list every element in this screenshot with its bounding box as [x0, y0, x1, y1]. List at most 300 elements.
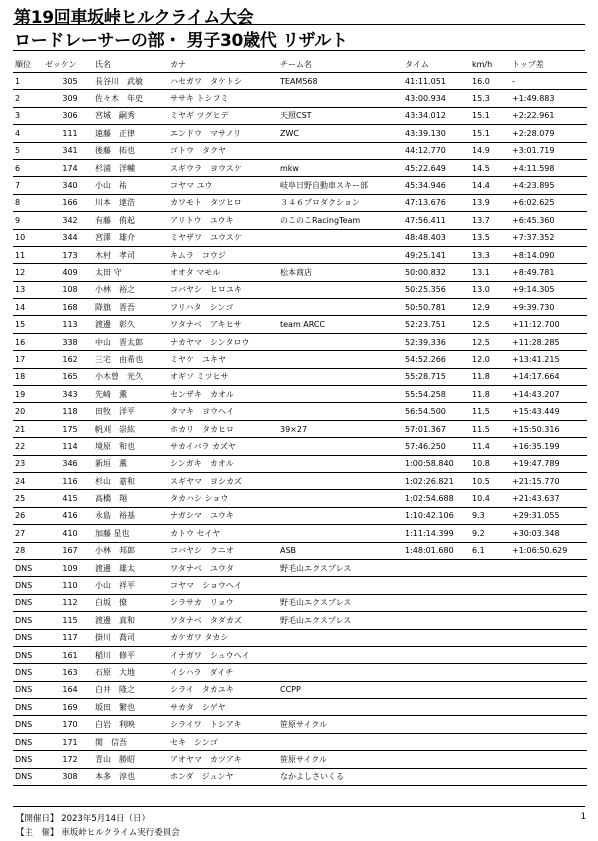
- team-cell: [280, 246, 405, 263]
- gap-cell: +21:15.770: [512, 472, 587, 489]
- team-cell: team ARCC: [280, 316, 405, 333]
- team-cell: [280, 733, 405, 750]
- rank-cell: 8: [13, 194, 45, 211]
- results-body: [13, 73, 587, 786]
- bib-cell: 344: [45, 229, 95, 246]
- speed-cell: 15.1: [472, 107, 512, 124]
- table-row: [13, 177, 587, 194]
- time-cell: [405, 699, 472, 716]
- name-cell: 渡邊 真和: [95, 612, 170, 629]
- team-cell: のこのこRacingTeam: [280, 212, 405, 229]
- rank-cell: 19: [13, 386, 45, 403]
- table-row: [13, 159, 587, 176]
- kana-cell: ワタナベ タダカズ: [170, 612, 280, 629]
- speed-cell: 13.3: [472, 246, 512, 263]
- speed-cell: 9.3: [472, 507, 512, 524]
- time-cell: 44:12.770: [405, 142, 472, 159]
- kana-cell: イナガワ シュウヘイ: [170, 646, 280, 663]
- gap-cell: [512, 646, 587, 663]
- name-cell: 小山 祐: [95, 177, 170, 194]
- team-cell: [280, 490, 405, 507]
- speed-cell: 13.5: [472, 229, 512, 246]
- speed-cell: 10.4: [472, 490, 512, 507]
- name-cell: 長谷川 武敏: [95, 73, 170, 90]
- time-cell: 41:11.051: [405, 73, 472, 90]
- table-row: [13, 542, 587, 559]
- time-cell: 1:11:14.399: [405, 525, 472, 542]
- bib-cell: 167: [45, 542, 95, 559]
- name-cell: 木村 孝司: [95, 246, 170, 263]
- name-cell: 田牧 洋平: [95, 403, 170, 420]
- bib-cell: 111: [45, 125, 95, 142]
- kana-cell: カケガワ タカシ: [170, 629, 280, 646]
- team-cell: ASB: [280, 542, 405, 559]
- bib-cell: 163: [45, 664, 95, 681]
- team-cell: 天照CST: [280, 107, 405, 124]
- bib-cell: 171: [45, 733, 95, 750]
- time-cell: [405, 629, 472, 646]
- table-row: [13, 299, 587, 316]
- table-row: [13, 246, 587, 263]
- bib-cell: 161: [45, 646, 95, 663]
- gap-cell: +6:45.360: [512, 212, 587, 229]
- team-cell: mkw: [280, 159, 405, 176]
- rank-cell: 23: [13, 455, 45, 472]
- time-cell: 45:34.946: [405, 177, 472, 194]
- speed-cell: 15.3: [472, 90, 512, 107]
- time-cell: [405, 594, 472, 611]
- rank-cell: 16: [13, 333, 45, 350]
- team-cell: [280, 229, 405, 246]
- team-cell: ZWC: [280, 125, 405, 142]
- time-cell: 50:00.832: [405, 264, 472, 281]
- header-rank: 順位: [13, 57, 45, 73]
- speed-cell: 6.1: [472, 542, 512, 559]
- table-row: [13, 194, 587, 211]
- name-cell: 川本 達浩: [95, 194, 170, 211]
- rank-cell: 25: [13, 490, 45, 507]
- speed-cell: [472, 629, 512, 646]
- table-row: [13, 612, 587, 629]
- name-cell: 小木曽 光久: [95, 368, 170, 385]
- subtitle-underline: [13, 50, 585, 51]
- kana-cell: タカハシ ショウ: [170, 490, 280, 507]
- kana-cell: エンドウ マサノリ: [170, 125, 280, 142]
- kana-cell: コヤマ ショウヘイ: [170, 577, 280, 594]
- kana-cell: ミヤザワ ユウスケ: [170, 229, 280, 246]
- table-row: [13, 90, 587, 107]
- team-cell: TEAM568: [280, 73, 405, 90]
- table-row: [13, 472, 587, 489]
- team-cell: 岐阜日野自動車スキー部: [280, 177, 405, 194]
- speed-cell: 16.0: [472, 73, 512, 90]
- time-cell: 50:50.781: [405, 299, 472, 316]
- name-cell: 渡邊 雄太: [95, 559, 170, 576]
- time-cell: 54:52.266: [405, 351, 472, 368]
- kana-cell: カワモト タツヒロ: [170, 194, 280, 211]
- page-title: 第19回車坂峠ヒルクライム大会: [14, 8, 254, 28]
- speed-cell: 13.9: [472, 194, 512, 211]
- bib-cell: 168: [45, 299, 95, 316]
- name-cell: 坂田 繁也: [95, 699, 170, 716]
- gap-cell: +1:06:50.629: [512, 542, 587, 559]
- kana-cell: シンガキ カオル: [170, 455, 280, 472]
- team-cell: 笹原サイクル: [280, 751, 405, 768]
- time-cell: 45:22.649: [405, 159, 472, 176]
- gap-cell: [512, 559, 587, 576]
- rank-cell: 10: [13, 229, 45, 246]
- bib-cell: 338: [45, 333, 95, 350]
- rank-cell: DNS: [13, 577, 45, 594]
- time-cell: 52:39.336: [405, 333, 472, 350]
- speed-cell: 10.8: [472, 455, 512, 472]
- bib-cell: 165: [45, 368, 95, 385]
- name-cell: 降旗 晋吾: [95, 299, 170, 316]
- time-cell: [405, 733, 472, 750]
- name-cell: 杉浦 洋輔: [95, 159, 170, 176]
- rank-cell: DNS: [13, 612, 45, 629]
- gap-cell: +11:28.285: [512, 333, 587, 350]
- name-cell: 太田 守: [95, 264, 170, 281]
- name-cell: 白坂 僚: [95, 594, 170, 611]
- kana-cell: ホカリ タカヒロ: [170, 420, 280, 437]
- table-row: [13, 438, 587, 455]
- table-row: [13, 768, 587, 785]
- kana-cell: コバヤシ クニオ: [170, 542, 280, 559]
- time-cell: 43:00.934: [405, 90, 472, 107]
- table-row: [13, 351, 587, 368]
- gap-cell: +4:23.895: [512, 177, 587, 194]
- speed-cell: [472, 716, 512, 733]
- team-cell: [280, 525, 405, 542]
- rank-cell: DNS: [13, 559, 45, 576]
- bib-cell: 306: [45, 107, 95, 124]
- table-row: [13, 229, 587, 246]
- gap-cell: [512, 577, 587, 594]
- time-cell: [405, 612, 472, 629]
- bib-cell: 342: [45, 212, 95, 229]
- rank-cell: DNS: [13, 699, 45, 716]
- time-cell: 49:25.141: [405, 246, 472, 263]
- kana-cell: ワタナベ アキヒサ: [170, 316, 280, 333]
- kana-cell: フリハタ シンゴ: [170, 299, 280, 316]
- kana-cell: シライ タカユキ: [170, 681, 280, 698]
- time-cell: [405, 664, 472, 681]
- bib-cell: 115: [45, 612, 95, 629]
- gap-cell: +3:01.719: [512, 142, 587, 159]
- header-time: タイム: [405, 57, 472, 73]
- time-cell: 55:28.715: [405, 368, 472, 385]
- bib-cell: 170: [45, 716, 95, 733]
- gap-cell: [512, 768, 587, 785]
- table-row: [13, 403, 587, 420]
- name-cell: 有藤 侑起: [95, 212, 170, 229]
- team-cell: [280, 646, 405, 663]
- name-cell: 永島 裕基: [95, 507, 170, 524]
- rank-cell: 21: [13, 420, 45, 437]
- bib-cell: 114: [45, 438, 95, 455]
- kana-cell: センザキ カオル: [170, 386, 280, 403]
- rank-cell: 22: [13, 438, 45, 455]
- table-row: [13, 716, 587, 733]
- speed-cell: [472, 681, 512, 698]
- team-cell: ３４６プロダクション: [280, 194, 405, 211]
- kana-cell: サカタ シゲヤ: [170, 699, 280, 716]
- speed-cell: 9.2: [472, 525, 512, 542]
- rank-cell: 28: [13, 542, 45, 559]
- table-header-row: [13, 57, 587, 73]
- time-cell: 55:54.258: [405, 386, 472, 403]
- team-cell: [280, 299, 405, 316]
- kana-cell: イシハラ ダイチ: [170, 664, 280, 681]
- bib-cell: 346: [45, 455, 95, 472]
- footer-divider: [13, 806, 585, 807]
- kana-cell: ゴトウ タクヤ: [170, 142, 280, 159]
- kana-cell: シライワ トシアキ: [170, 716, 280, 733]
- header-bib: ゼッケン: [45, 57, 95, 73]
- results-table: [13, 57, 587, 786]
- kana-cell: ミヤケ ユキヤ: [170, 351, 280, 368]
- team-cell: 笹原サイクル: [280, 716, 405, 733]
- name-cell: 小山 祥平: [95, 577, 170, 594]
- time-cell: 47:56.411: [405, 212, 472, 229]
- page-number: 1: [580, 812, 586, 822]
- gap-cell: +30:03.348: [512, 525, 587, 542]
- table-row: [13, 333, 587, 350]
- bib-cell: 308: [45, 768, 95, 785]
- name-cell: 白岩 利映: [95, 716, 170, 733]
- bib-cell: 166: [45, 194, 95, 211]
- gap-cell: +9:39.730: [512, 299, 587, 316]
- kana-cell: オオタ マモル: [170, 264, 280, 281]
- title-underline: [13, 24, 585, 25]
- speed-cell: [472, 699, 512, 716]
- team-cell: [280, 368, 405, 385]
- table-row: [13, 646, 587, 663]
- header-gap: トップ差: [512, 57, 587, 73]
- rank-cell: 2: [13, 90, 45, 107]
- table-row: [13, 594, 587, 611]
- name-cell: 石原 大地: [95, 664, 170, 681]
- header-team: チーム名: [280, 57, 405, 73]
- kana-cell: セキ シンゴ: [170, 733, 280, 750]
- speed-cell: 14.5: [472, 159, 512, 176]
- name-cell: 加藤 星也: [95, 525, 170, 542]
- bib-cell: 169: [45, 699, 95, 716]
- name-cell: 遠藤 正律: [95, 125, 170, 142]
- bib-cell: 343: [45, 386, 95, 403]
- speed-cell: 11.5: [472, 420, 512, 437]
- name-cell: 境原 和也: [95, 438, 170, 455]
- table-row: [13, 212, 587, 229]
- team-cell: [280, 438, 405, 455]
- team-cell: [280, 90, 405, 107]
- bib-cell: 109: [45, 559, 95, 576]
- gap-cell: [512, 681, 587, 698]
- bib-cell: 173: [45, 246, 95, 263]
- table-row: [13, 386, 587, 403]
- kana-cell: ササキ トシフミ: [170, 90, 280, 107]
- speed-cell: 11.4: [472, 438, 512, 455]
- kana-cell: スギヤマ ヨシカズ: [170, 472, 280, 489]
- time-cell: [405, 751, 472, 768]
- time-cell: 57:01.367: [405, 420, 472, 437]
- table-row: [13, 142, 587, 159]
- table-row: [13, 559, 587, 576]
- gap-cell: +21:43.637: [512, 490, 587, 507]
- time-cell: [405, 646, 472, 663]
- speed-cell: 11.8: [472, 386, 512, 403]
- time-cell: 52:23.751: [405, 316, 472, 333]
- bib-cell: 410: [45, 525, 95, 542]
- table-row: [13, 368, 587, 385]
- rank-cell: 13: [13, 281, 45, 298]
- team-cell: [280, 507, 405, 524]
- kana-cell: コヤマ ユウ: [170, 177, 280, 194]
- team-cell: [280, 455, 405, 472]
- table-row: [13, 629, 587, 646]
- time-cell: [405, 681, 472, 698]
- time-cell: 1:02:54.688: [405, 490, 472, 507]
- organizer: 【主 催】 車坂峠ヒルクライム実行委員会: [16, 828, 180, 838]
- gap-cell: -: [512, 73, 587, 90]
- time-cell: 56:54.500: [405, 403, 472, 420]
- name-cell: 掛川 喬司: [95, 629, 170, 646]
- speed-cell: 11.8: [472, 368, 512, 385]
- speed-cell: 13.1: [472, 264, 512, 281]
- gap-cell: [512, 664, 587, 681]
- kana-cell: ミヤギ ツグヒデ: [170, 107, 280, 124]
- bib-cell: 108: [45, 281, 95, 298]
- table-row: [13, 733, 587, 750]
- team-cell: [280, 577, 405, 594]
- name-cell: 稲川 修平: [95, 646, 170, 663]
- speed-cell: [472, 751, 512, 768]
- kana-cell: ワタナベ ユウタ: [170, 559, 280, 576]
- rank-cell: DNS: [13, 629, 45, 646]
- speed-cell: 13.0: [472, 281, 512, 298]
- time-cell: 43:39.130: [405, 125, 472, 142]
- gap-cell: +14:43.207: [512, 386, 587, 403]
- name-cell: 高橋 翔: [95, 490, 170, 507]
- gap-cell: +4:11.598: [512, 159, 587, 176]
- speed-cell: 12.9: [472, 299, 512, 316]
- bib-cell: 175: [45, 420, 95, 437]
- time-cell: 50:25.356: [405, 281, 472, 298]
- time-cell: 1:10:42.106: [405, 507, 472, 524]
- table-row: [13, 420, 587, 437]
- name-cell: 帆刈 崇紘: [95, 420, 170, 437]
- rank-cell: 26: [13, 507, 45, 524]
- kana-cell: アリトウ ユウキ: [170, 212, 280, 229]
- kana-cell: スギウラ ヨウスケ: [170, 159, 280, 176]
- gap-cell: +7:37.352: [512, 229, 587, 246]
- kana-cell: コバヤシ ヒロユキ: [170, 281, 280, 298]
- time-cell: 1:48:01.680: [405, 542, 472, 559]
- table-row: [13, 699, 587, 716]
- name-cell: 関 信吾: [95, 733, 170, 750]
- gap-cell: +13:41.215: [512, 351, 587, 368]
- team-cell: 39×27: [280, 420, 405, 437]
- team-cell: [280, 351, 405, 368]
- speed-cell: 13.7: [472, 212, 512, 229]
- gap-cell: +11:12.700: [512, 316, 587, 333]
- team-cell: なかよしさいくる: [280, 768, 405, 785]
- rank-cell: 1: [13, 73, 45, 90]
- speed-cell: [472, 646, 512, 663]
- rank-cell: DNS: [13, 716, 45, 733]
- rank-cell: 7: [13, 177, 45, 194]
- time-cell: [405, 559, 472, 576]
- team-cell: [280, 403, 405, 420]
- speed-cell: 10.5: [472, 472, 512, 489]
- bib-cell: 118: [45, 403, 95, 420]
- name-cell: 中山 晋太郎: [95, 333, 170, 350]
- bib-cell: 341: [45, 142, 95, 159]
- speed-cell: [472, 733, 512, 750]
- gap-cell: +2:28.079: [512, 125, 587, 142]
- speed-cell: 11.5: [472, 403, 512, 420]
- gap-cell: +16:35.199: [512, 438, 587, 455]
- table-row: [13, 577, 587, 594]
- gap-cell: +9:14.305: [512, 281, 587, 298]
- gap-cell: [512, 629, 587, 646]
- name-cell: 青山 勝昭: [95, 751, 170, 768]
- gap-cell: [512, 699, 587, 716]
- table-row: [13, 455, 587, 472]
- gap-cell: [512, 594, 587, 611]
- speed-cell: [472, 768, 512, 785]
- team-cell: [280, 664, 405, 681]
- team-cell: 野毛山エクスプレス: [280, 612, 405, 629]
- table-row: [13, 507, 587, 524]
- team-cell: [280, 699, 405, 716]
- name-cell: 三宅 由希也: [95, 351, 170, 368]
- table-row: [13, 125, 587, 142]
- name-cell: 宮澤 雄介: [95, 229, 170, 246]
- name-cell: 渡邊 彰久: [95, 316, 170, 333]
- table-row: [13, 264, 587, 281]
- speed-cell: 12.5: [472, 316, 512, 333]
- bib-cell: 415: [45, 490, 95, 507]
- gap-cell: +8:49.781: [512, 264, 587, 281]
- rank-cell: 11: [13, 246, 45, 263]
- table-row: [13, 316, 587, 333]
- speed-cell: [472, 612, 512, 629]
- gap-cell: +6:02.625: [512, 194, 587, 211]
- speed-cell: [472, 559, 512, 576]
- page-subtitle: ロードレーサーの部・ 男子30歳代 リザルト: [14, 31, 348, 51]
- time-cell: 57:46.250: [405, 438, 472, 455]
- table-row: [13, 107, 587, 124]
- name-cell: 先崎 薫: [95, 386, 170, 403]
- rank-cell: 5: [13, 142, 45, 159]
- kana-cell: サカイバラ カズヤ: [170, 438, 280, 455]
- bib-cell: 112: [45, 594, 95, 611]
- speed-cell: 12.0: [472, 351, 512, 368]
- kana-cell: シラサカ リョウ: [170, 594, 280, 611]
- name-cell: 本多 淳也: [95, 768, 170, 785]
- gap-cell: +8:14.090: [512, 246, 587, 263]
- kana-cell: ナカヤマ シンタロウ: [170, 333, 280, 350]
- time-cell: 47:13.676: [405, 194, 472, 211]
- rank-cell: DNS: [13, 768, 45, 785]
- team-cell: [280, 142, 405, 159]
- name-cell: 杉山 嘉和: [95, 472, 170, 489]
- gap-cell: +15:50.316: [512, 420, 587, 437]
- speed-cell: 14.9: [472, 142, 512, 159]
- rank-cell: DNS: [13, 751, 45, 768]
